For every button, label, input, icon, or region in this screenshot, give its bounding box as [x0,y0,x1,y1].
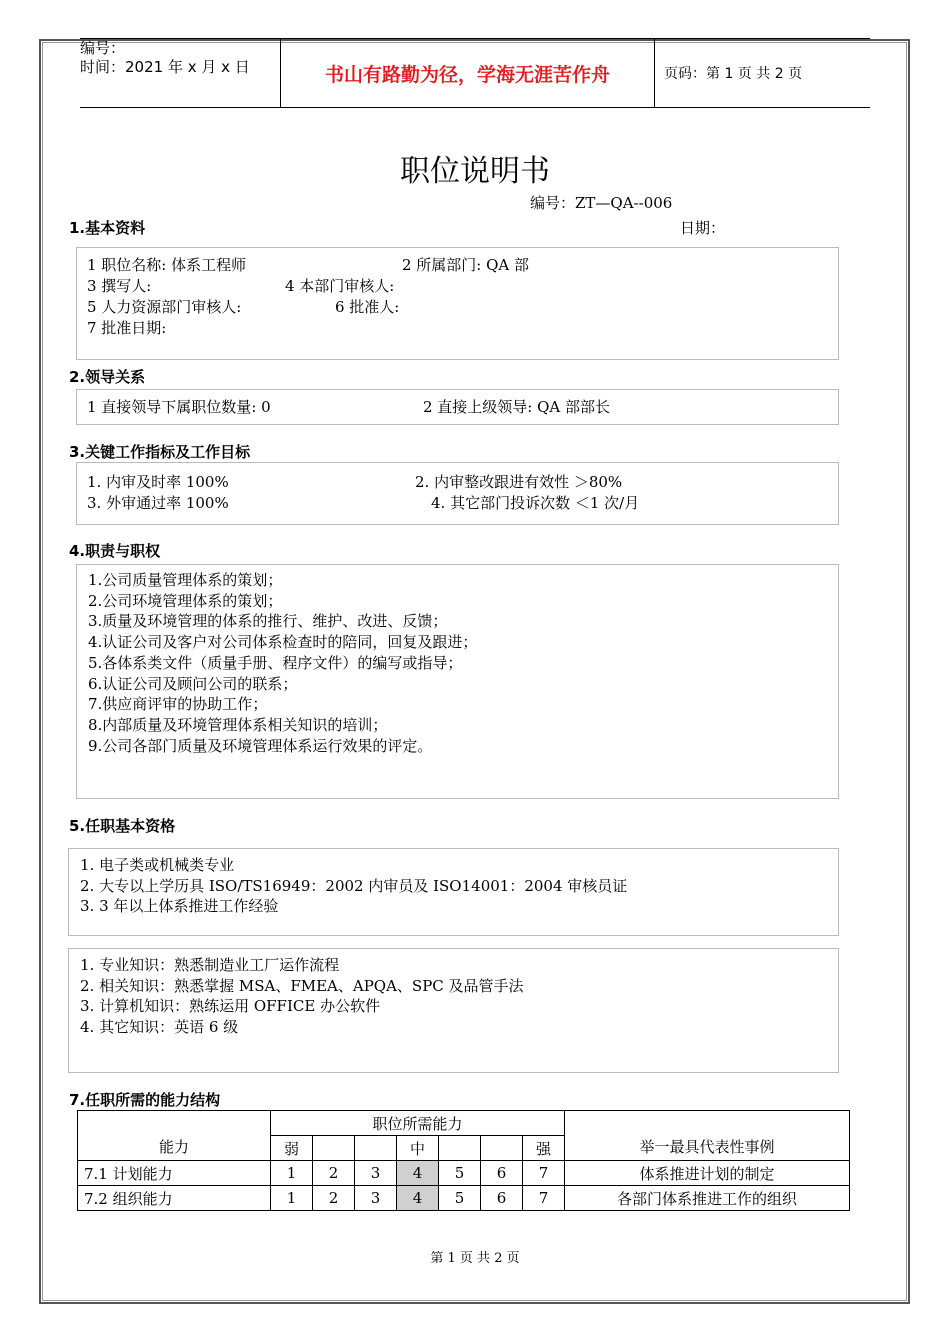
blank-cell [313,1136,355,1161]
list-item: 4. 其它知识：英语 6 级 [80,1018,239,1037]
ability-example: 体系推进计划的制定 [565,1161,850,1186]
level-cell: 1 [271,1161,313,1186]
col-example-header: 举一最具代表性事例 [565,1111,850,1161]
section-3-box [76,462,839,525]
approve-date: 7 批准日期: [87,319,167,337]
department: 2 所属部门: QA 部 [402,256,530,274]
level-cell: 7 [523,1186,565,1211]
weak-label: 弱 [271,1136,313,1161]
knowledge-list [80,955,524,1038]
list-item: 1. 专业知识：熟悉制造业工厂运作流程 [80,956,340,974]
ability-table [77,1110,850,1211]
list-item: 2. 相关知识：熟悉掌握 MSA、FMEA、APQA、SPC 及品管手法 [80,976,524,995]
approver: 6 批准人: [335,298,400,316]
level-cell: 6 [481,1161,523,1186]
list-item: 3. 计算机知识：熟练运用 OFFICE 办公软件 [80,997,381,1016]
col-ability-header: 能力 [78,1111,271,1161]
document-title: 职位说明书 [400,154,550,189]
writer: 3 撰写人: [87,277,152,295]
subordinates-count: 1 直接领导下属职位数量: 0 [87,398,271,416]
level-cell: 2 [313,1186,355,1211]
level-cell: 3 [355,1186,397,1211]
section-6-box [68,948,839,1073]
section-4-box [76,564,839,799]
strong-label: 强 [523,1136,565,1161]
kpi-3: 3. 外审通过率 100% [87,494,229,512]
document-header [80,38,870,108]
level-cell: 7 [523,1161,565,1186]
list-item: 5.各体系类文件（质量手册、程序文件）的编写或指导； [88,653,463,672]
list-item: 8.内部质量及环境管理体系相关知识的培训； [88,715,388,734]
ability-example: 各部门体系推进工作的组织 [565,1186,850,1211]
list-item: 3.质量及环境管理的体系的推行、维护、改进、反馈； [88,612,448,631]
level-cell: 3 [355,1161,397,1186]
document-number: 编号：ZT—QA--006 [530,194,673,212]
level-cell: 5 [439,1161,481,1186]
level-cell: 1 [271,1186,313,1211]
list-item: 7.供应商评审的协助工作； [88,695,268,714]
qualifications-list [80,855,627,917]
list-item: 2.公司环境管理体系的策划； [88,591,283,610]
list-item: 9.公司各部门质量及环境管理体系运行效果的评定。 [88,736,433,755]
section-2-title: 2.领导关系 [69,368,146,386]
blank-cell [439,1136,481,1161]
section-3-title: 3.关键工作指标及工作目标 [69,443,251,461]
direct-superior: 2 直接上级领导: QA 部部长 [423,398,611,416]
level-cell: 6 [481,1186,523,1211]
duties-list [88,570,477,756]
list-item: 4.认证公司及客户对公司体系检查时的陪同，回复及跟进； [88,633,478,652]
table-row [78,1186,850,1211]
level-cell: 5 [439,1186,481,1211]
page-footer: 第 1 页 共 2 页 [430,1251,520,1266]
section-4-title: 4.职责与职权 [69,542,161,560]
dept-reviewer: 4 本部门审核人: [285,277,395,295]
date-label: 日期： [680,219,726,237]
header-motto: 书山有路勤为径，学海无涯苦作舟 [280,39,655,107]
header-number: 编号： [80,39,126,57]
kpi-4: 4. 其它部门投诉次数 ＜1 次/月 [431,494,640,512]
ability-name: 7.1 计划能力 [78,1161,271,1186]
section-5-box [68,848,839,936]
list-item: 3. 3 年以上体系推进工作经验 [80,897,279,916]
header-page-info: 页码：第 1 页 共 2 页 [664,66,803,82]
kpi-2: 2. 内审整改跟进有效性 ＞80% [415,473,623,491]
list-item: 1.公司质量管理体系的策划； [88,571,283,589]
level-cell-selected: 4 [397,1161,439,1186]
section-7-title: 7.任职所需的能力结构 [69,1091,221,1109]
section-2-box [76,389,839,425]
section-1-box [76,247,839,360]
ability-name: 7.2 组织能力 [78,1186,271,1211]
level-cell: 2 [313,1161,355,1186]
header-meta [80,39,280,107]
blank-cell [355,1136,397,1161]
list-item: 1. 电子类或机械类专业 [80,856,235,874]
level-cell-selected: 4 [397,1186,439,1211]
header-time: 时间：2021 年 x 月 x 日 [80,58,250,76]
job-name: 1 职位名称: 体系工程师 [87,256,247,274]
list-item: 6.认证公司及顾问公司的联系； [88,674,298,693]
blank-cell [481,1136,523,1161]
col-required-header: 职位所需能力 [271,1111,565,1136]
hr-reviewer: 5 人力资源部门审核人: [87,298,242,316]
kpi-1: 1. 内审及时率 100% [87,473,229,491]
section-5-title: 5.任职基本资格 [69,817,176,835]
table-row [78,1161,850,1186]
list-item: 2. 大专以上学历具 ISO/TS16949：2002 内审员及 ISO14001：2004 审核员证 [80,876,628,895]
section-1-title: 1.基本资料 [69,219,146,237]
mid-label: 中 [397,1136,439,1161]
